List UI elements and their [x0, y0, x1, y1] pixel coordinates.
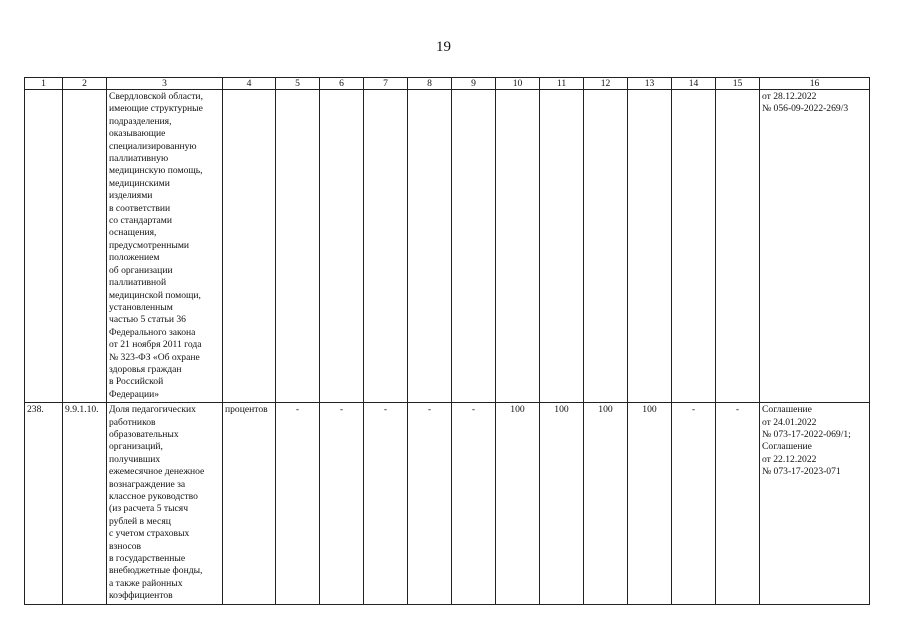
column-header: 8 — [408, 78, 452, 90]
value-cell — [320, 90, 364, 403]
value-cell: - — [408, 403, 452, 605]
value-cell: 100 — [540, 403, 584, 605]
value-cell — [276, 90, 320, 403]
column-header: 3 — [107, 78, 223, 90]
indicator-name-cell: Доля педагогических работников образовательных организаций, получивших ежемесячное денежное вознаграждение за классное руководство (из расчета 5 тысяч рублей в месяц с учетом страховых взносов в государственные внебюджетные фонды, а также районных коэффициентов — [107, 403, 223, 605]
row-code-cell — [63, 90, 107, 403]
data-table — [24, 77, 870, 605]
column-header: 15 — [716, 78, 760, 90]
value-cell — [672, 90, 716, 403]
value-cell: 100 — [584, 403, 628, 605]
unit-cell: процентов — [223, 403, 276, 605]
value-cell — [408, 90, 452, 403]
table-header-row — [25, 78, 870, 90]
agreement-cell: от 28.12.2022 № 056-09-2022-269/3 — [760, 90, 870, 403]
value-cell — [716, 90, 760, 403]
value-cell — [628, 90, 672, 403]
value-cell: - — [672, 403, 716, 605]
unit-cell — [223, 90, 276, 403]
column-header: 12 — [584, 78, 628, 90]
value-cell: 100 — [496, 403, 540, 605]
column-header: 7 — [364, 78, 408, 90]
value-cell: 100 — [628, 403, 672, 605]
column-header: 16 — [760, 78, 870, 90]
value-cell — [496, 90, 540, 403]
column-header: 1 — [25, 78, 63, 90]
column-header: 5 — [276, 78, 320, 90]
row-number-cell — [25, 90, 63, 403]
table-row — [25, 403, 870, 605]
column-header: 6 — [320, 78, 364, 90]
value-cell: - — [716, 403, 760, 605]
table-row — [25, 90, 870, 403]
value-cell: - — [276, 403, 320, 605]
page-number: 19 — [436, 39, 451, 55]
row-code-cell: 9.9.1.10. — [63, 403, 107, 605]
value-cell — [584, 90, 628, 403]
value-cell — [364, 90, 408, 403]
column-header: 11 — [540, 78, 584, 90]
indicator-name-cell: Свердловской области, имеющие структурные подразделения, оказывающие специализированную паллиативную медицинскую помощь, медицинскими изделиями в соответствии со стандартами оснащения, предусмотренными положением об организации паллиативной медицинской помощи, установленным частью 5 статьи 36 Федерального закона от 21 ноября 2011 года № 323-ФЗ «Об охране здоровья граждан в Российской Федерации» — [107, 90, 223, 403]
value-cell — [452, 90, 496, 403]
agreement-cell: Соглашение от 24.01.2022 № 073-17-2022-069/1; Соглашение от 22.12.2022 № 073-17-2023-071 — [760, 403, 870, 605]
value-cell — [540, 90, 584, 403]
column-header: 10 — [496, 78, 540, 90]
value-cell: - — [320, 403, 364, 605]
value-cell: - — [452, 403, 496, 605]
row-number-cell: 238. — [25, 403, 63, 605]
column-header: 2 — [63, 78, 107, 90]
value-cell: - — [364, 403, 408, 605]
column-header: 9 — [452, 78, 496, 90]
column-header: 4 — [223, 78, 276, 90]
column-header: 14 — [672, 78, 716, 90]
column-header: 13 — [628, 78, 672, 90]
